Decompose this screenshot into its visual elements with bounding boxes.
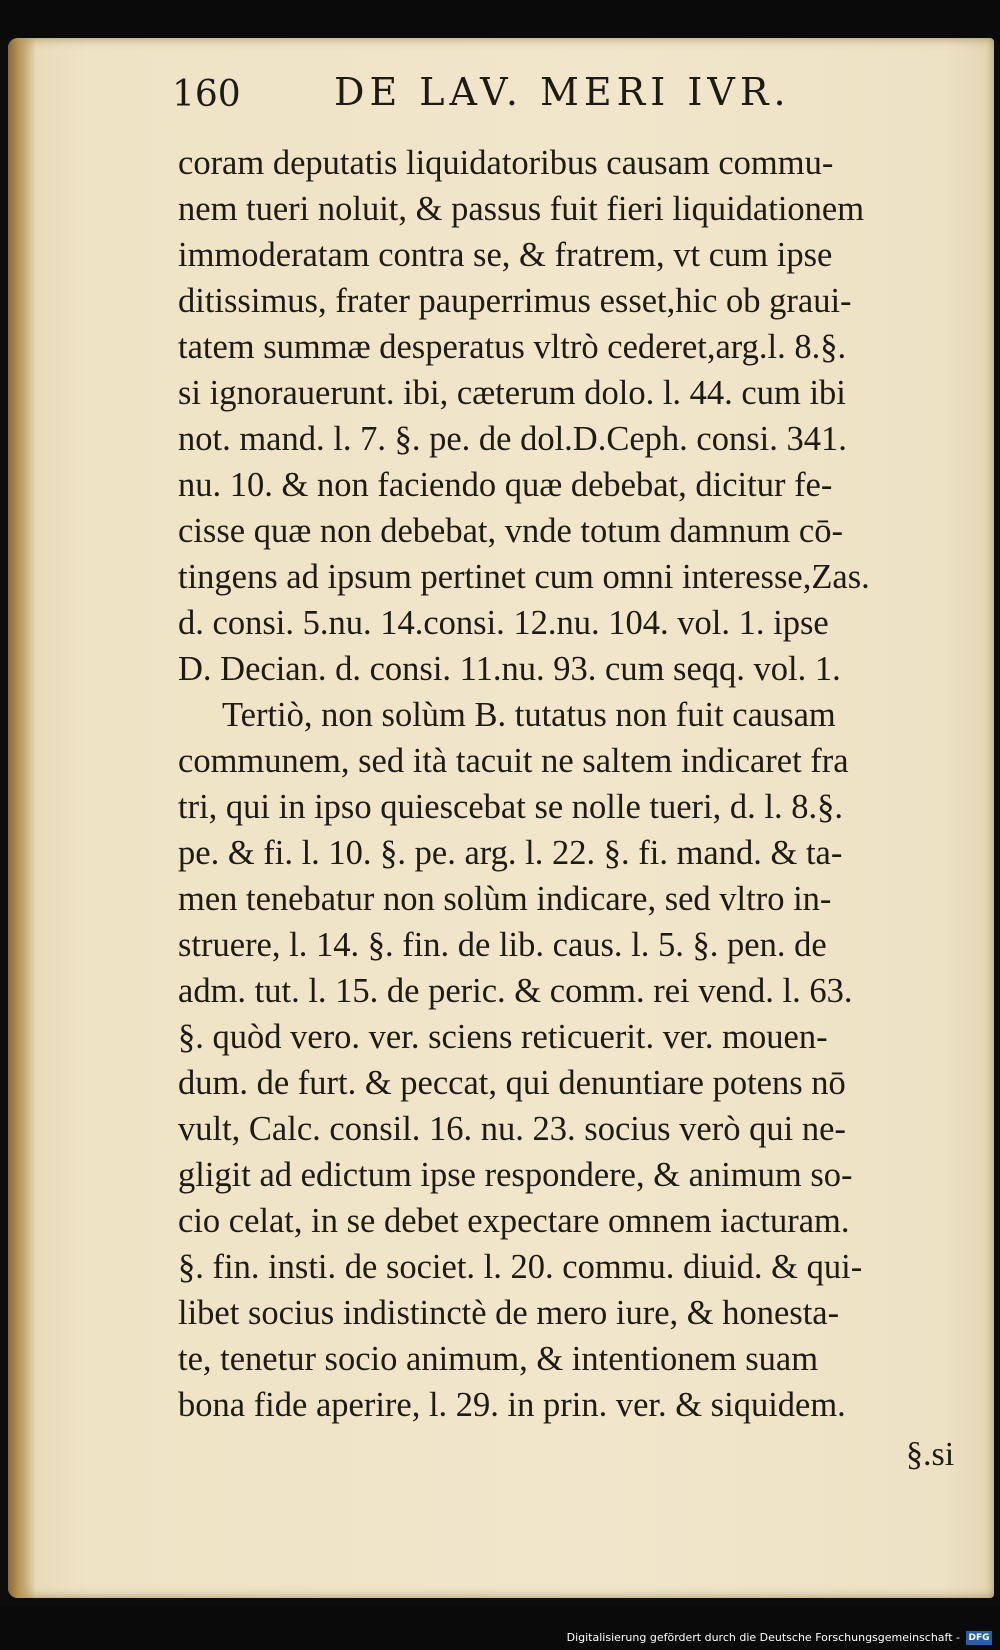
text-line: pe. & fi. l. 10. §. pe. arg. l. 22. §. fi. mand. & ta-	[178, 834, 843, 872]
funding-credit: Digitalisierung gefördert durch die Deutsche Forschungsgemeinschaft -	[566, 1631, 960, 1644]
footer-bar	[0, 1606, 1000, 1650]
text-line: §. fin. insti. de societ. l. 20. commu. diuid. & qui-	[178, 1248, 863, 1286]
text-line: si ignorauerunt. ibi, cæterum dolo. l. 44. cum ibi	[178, 374, 846, 412]
text-line: d. consi. 5.nu. 14.consi. 12.nu. 104. vol. 1. ipse	[178, 604, 829, 642]
dfg-logo[interactable]: DFG	[966, 1631, 992, 1645]
page-number: 160	[172, 74, 241, 115]
text-line: gligit ad edictum ipse respondere, & animum so-	[178, 1156, 853, 1194]
text-line: cio celat, in se debet expectare omnem iacturam.	[178, 1202, 850, 1240]
text-line: te, tenetur socio animum, & intentionem suam	[178, 1340, 819, 1378]
book-spine-shadow	[8, 38, 36, 1598]
text-line: bona fide aperire, l. 29. in prin. ver. & siquidem.	[178, 1386, 846, 1424]
body-text	[178, 140, 968, 1428]
text-line: tri, qui in ipso quiescebat se nolle tueri, d. l. 8.§.	[178, 788, 843, 826]
text-line: not. mand. l. 7. §. pe. de dol.D.Ceph. consi. 341.	[178, 420, 847, 458]
page-header	[172, 70, 972, 140]
text-line: libet socius indistinctè de mero iure, & honesta-	[178, 1294, 840, 1332]
top-scan-border	[0, 0, 1000, 40]
text-line: nu. 10. & non faciendo quæ debebat, dicitur fe-	[178, 466, 833, 504]
text-line: immoderatam contra se, & fratrem, vt cum ipse	[178, 236, 833, 274]
text-line: cisse quæ non debebat, vnde totum damnum cō-	[178, 512, 843, 550]
text-line: dum. de furt. & peccat, qui denuntiare potens nō	[178, 1064, 846, 1102]
text-line: D. Decian. d. consi. 11.nu. 93. cum seqq. vol. 1.	[178, 650, 841, 688]
catchword: §.si	[906, 1436, 955, 1473]
text-line: vult, Calc. consil. 16. nu. 23. socius verò qui ne-	[178, 1110, 846, 1148]
text-line: ditissimus, frater pauperrimus esset,hic ob graui-	[178, 282, 852, 320]
text-line: Tertiò, non solùm B. tutatus non fuit causam	[222, 696, 836, 734]
text-line: communem, sed ità tacuit ne saltem indicaret fra	[178, 742, 849, 780]
text-line: coram deputatis liquidatoribus causam commu-	[178, 144, 834, 182]
text-line: tingens ad ipsum pertinet cum omni interesse,Zas.	[178, 558, 870, 596]
text-line: tatem summæ desperatus vltrò cederet,arg.l. 8.§.	[178, 328, 847, 366]
text-line: men tenebatur non solùm indicare, sed vltro in-	[178, 880, 832, 918]
text-line: nem tueri noluit, & passus fuit fieri liquidationem	[178, 190, 865, 228]
running-head: DE LAV. MERI IVR.	[334, 70, 791, 114]
text-line: struere, l. 14. §. fin. de lib. caus. l. 5. §. pen. de	[178, 926, 827, 964]
text-line: adm. tut. l. 15. de peric. & comm. rei vend. l. 63.	[178, 972, 853, 1010]
text-line: §. quòd vero. ver. sciens reticuerit. ver. mouen-	[178, 1018, 828, 1056]
